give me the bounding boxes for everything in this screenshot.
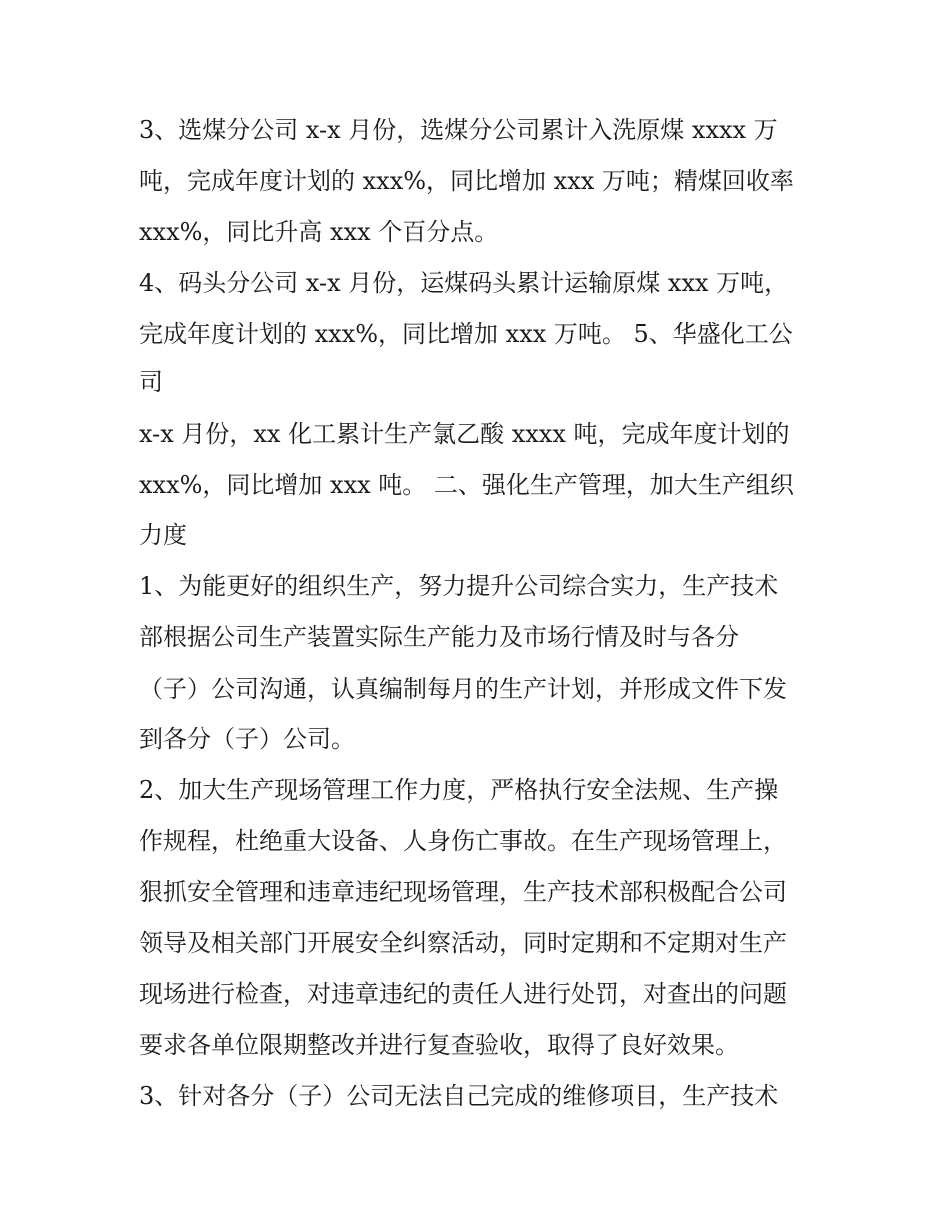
text-line: x-x 月份，xx 化工累计生产氯乙酸 xxxx 吨，完成年度计划的 xyxy=(139,420,790,448)
text-line: 到各分（子）公司。 xyxy=(139,725,355,753)
text-line: 完成年度计划的 xxx%，同比增加 xxx 万吨。 5、华盛化工公 xyxy=(139,320,793,348)
text-line: 部根据公司生产装置实际生产能力及市场行情及时与各分 xyxy=(139,623,739,651)
text-line: （子）公司沟通，认真编制每月的生产计划，并形成文件下发 xyxy=(139,675,787,703)
text-line: 3、针对各分（子）公司无法自己完成的维修项目，生产技术 xyxy=(139,1082,779,1110)
text-line: 狠抓安全管理和违章违纪现场管理，生产技术部积极配合公司 xyxy=(139,878,787,906)
text-line: xxx%，同比增加 xxx 吨。 二、强化生产管理，加大生产组织 xyxy=(139,471,794,499)
text-line: 司 xyxy=(139,368,163,396)
text-line: xxx%，同比升高 xxx 个百分点。 xyxy=(139,218,499,246)
text-line: 1、为能更好的组织生产，努力提升公司综合实力，生产技术 xyxy=(139,572,779,600)
text-line: 作规程，杜绝重大设备、人身伤亡事故。在生产现场管理上， xyxy=(139,827,787,855)
text-line: 2、加大生产现场管理工作力度，严格执行安全法规、生产操 xyxy=(139,776,779,804)
text-line: 领导及相关部门开展安全纠察活动，同时定期和不定期对生产 xyxy=(139,929,787,957)
text-line: 要求各单位限期整改并进行复查验收，取得了良好效果。 xyxy=(139,1031,739,1059)
text-line: 吨，完成年度计划的 xxx%，同比增加 xxx 万吨；精煤回收率 xyxy=(139,167,794,195)
text-line: 力度 xyxy=(139,521,187,549)
text-line: 4、码头分公司 x-x 月份，运煤码头累计运输原煤 xxx 万吨， xyxy=(139,269,789,297)
text-line: 现场进行检查，对违章违纪的责任人进行处罚，对查出的问题 xyxy=(139,980,787,1008)
text-line: 3、选煤分公司 x-x 月份，选煤分公司累计入洗原煤 xxxx 万 xyxy=(139,116,778,144)
